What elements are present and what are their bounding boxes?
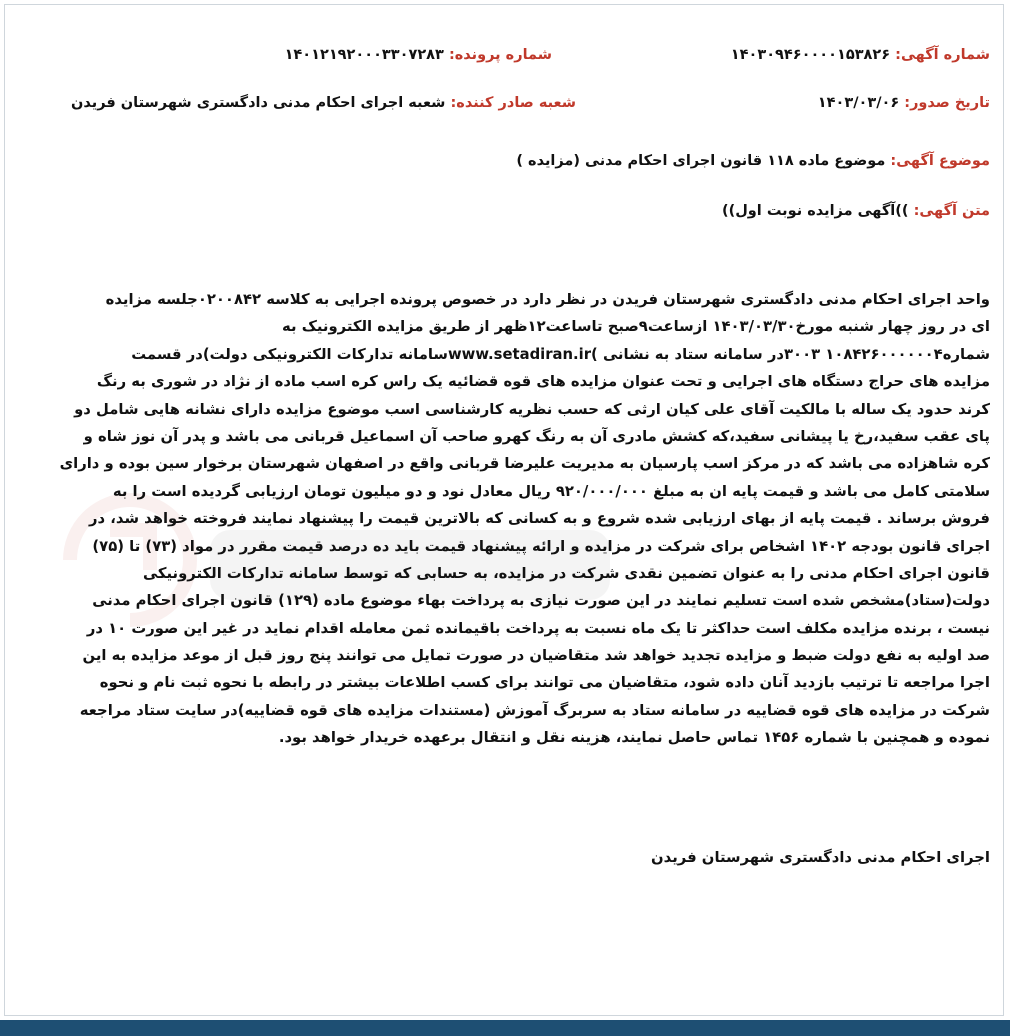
issue-date <box>818 92 990 114</box>
body-line: مزایده های حراج دستگاه های اجرایی و تحت عنوان مزایده های قوه قضائیه یک راس کره اسب ماده از نژاد در شوری به رنگ <box>96 373 990 391</box>
issue-date-value: ۱۴۰۳/۰۳/۰۶ <box>817 95 900 111</box>
body-line: واحد اجرای احکام مدنی دادگستری شهرستان فریدن در نظر دارد در خصوص پرونده اجرایی به کلاسه ۰۲۰۰۸۴۲جلسه مزایده <box>105 291 990 308</box>
body-line: دولت(ستاد)مشخص شده است تسلیم نمایند در این صورت نیازی به پرداخت بهاء موضوع ماده (۱۲۹) قانون اجرای احکام مدنی <box>92 592 990 610</box>
text-title: ))آگهی مزایده نوبت اول)) <box>721 203 909 219</box>
body-line: شماره۱۰۸۴۲۶۰۰۰۰۰۰۴ ۳۰۰۳در سامانه ستاد به نشانی )www.setadiran.irسامانه تدارکات الکترونیکی دولت)در قسمت <box>131 345 990 363</box>
body-line: کره شاهزاده می باشد که در مرکز اسب پارسیان به مدیریت علیرضا قربانی واقع در اصفهان شهرستان برخوار سین بوده و دارای <box>59 455 990 473</box>
issuer <box>71 92 576 114</box>
signature: اجرای احکام مدنی دادگستری شهرستان فریدن <box>651 849 990 866</box>
body-line: فروش برساند . قیمت پایه از بهای ارزیابی شده شروع و به کسانی که بالاترین قیمت را پیشنهاد نمایند فروخته خواهد شد، در <box>89 510 990 528</box>
body-line: صد اولیه به نفع دولت ضبط و مزایده تجدید خواهد شد متقاضیان در صورت تمایل می توانند پنج روز قبل از موعد مزایده به این <box>82 647 990 665</box>
body-line: قانون اجرای احکام مدنی را به عنوان تضمین نقدی شرکت در مزایده، به حسابی که توسط سامانه تدارکات الکترونیکی <box>142 564 990 582</box>
text-label: متن آگهی: <box>913 203 990 219</box>
case-number-label: شماره پرونده: <box>448 47 552 63</box>
subject-value: موضوع ماده ۱۱۸ قانون اجرای احکام مدنی (مزایده ) <box>516 153 886 169</box>
issuer-label: شعبه صادر کننده: <box>450 95 576 111</box>
body-line: اجرای قانون بودجه ۱۴۰۲ اشخاص برای شرکت در مزایده و ارائه پیشنهاد قیمت باید ده درصد قیمت مقرر در مواد (۷۳) تا (۷۵) <box>92 537 990 555</box>
ad-number-label: شماره آگهی: <box>895 47 990 63</box>
body-line: نموده و همچنین با شماره ۱۴۵۶ تماس حاصل نمایند، هزینه نقل و انتقال برعهده خریدار خواهد بود. <box>278 729 990 747</box>
issue-date-label: تاریخ صدور: <box>904 95 990 111</box>
bottom-bar <box>0 1020 1010 1036</box>
ad-subject <box>516 150 990 172</box>
body-line: کرند حدود یک ساله با مالکیت آقای علی کیان ارثی که حسب نظریه کارشناسی اسب موضوع مزایده دارای نشانه هایی شامل دو <box>74 400 990 418</box>
body-line: ای در روز چهار شنبه مورخ۱۴۰۳/۰۳/۳۰ ازساعت۹صبح تاساعت۱۲ظهر از طریق مزایده الکترونیک به <box>282 318 990 336</box>
body-line: شرکت در مزایده های قوه قضاییه در سامانه ستاد به سربرگ آموزش (مستندات مزایده های قوه قضاییه)در سایت ستاد مراجعه <box>79 701 990 719</box>
ad-number <box>731 44 990 66</box>
body-line: سلامتی کامل می باشد و قیمت پایه ان به مبلغ ۹۲۰/۰۰۰/۰۰۰ ریال معادل نود و دو میلیون تومان ارزیابی گردیده است را به <box>112 482 990 500</box>
body-line: اجرا مراجعه تا ترتیب بازدید آنان داده شود، متقاضیان می توانند برای کسب اطلاعات بیشتر در رابطه با نحوه ثبت نام و نحوه <box>99 674 990 692</box>
ad-text-heading <box>722 200 990 222</box>
case-number-value: ۱۴۰۱۲۱۹۲۰۰۰۳۳۰۷۲۸۳ <box>284 47 444 63</box>
subject-label: موضوع آگهی: <box>890 153 990 169</box>
ad-body <box>22 286 990 752</box>
ad-number-value: ۱۴۰۳۰۹۴۶۰۰۰۰۱۵۳۸۲۶ <box>730 47 891 63</box>
body-line: نیست ، برنده مزایده مکلف است حداکثر تا یک ماه نسبت به پرداخت باقیمانده ثمن معامله اقدام نماید در غیر این صورت ۱۰ در <box>86 619 990 637</box>
body-line: پای عقب سفید،رخ یا پیشانی سفید،که کشش مادری آن به رنگ کهرو صاحب آن اسماعیل قربانی می باشد و پدر آن نوز شاه و <box>83 427 990 445</box>
issuer-value: شعبه اجرای احکام مدنی دادگستری شهرستان فریدن <box>71 95 446 111</box>
case-number <box>285 44 552 66</box>
